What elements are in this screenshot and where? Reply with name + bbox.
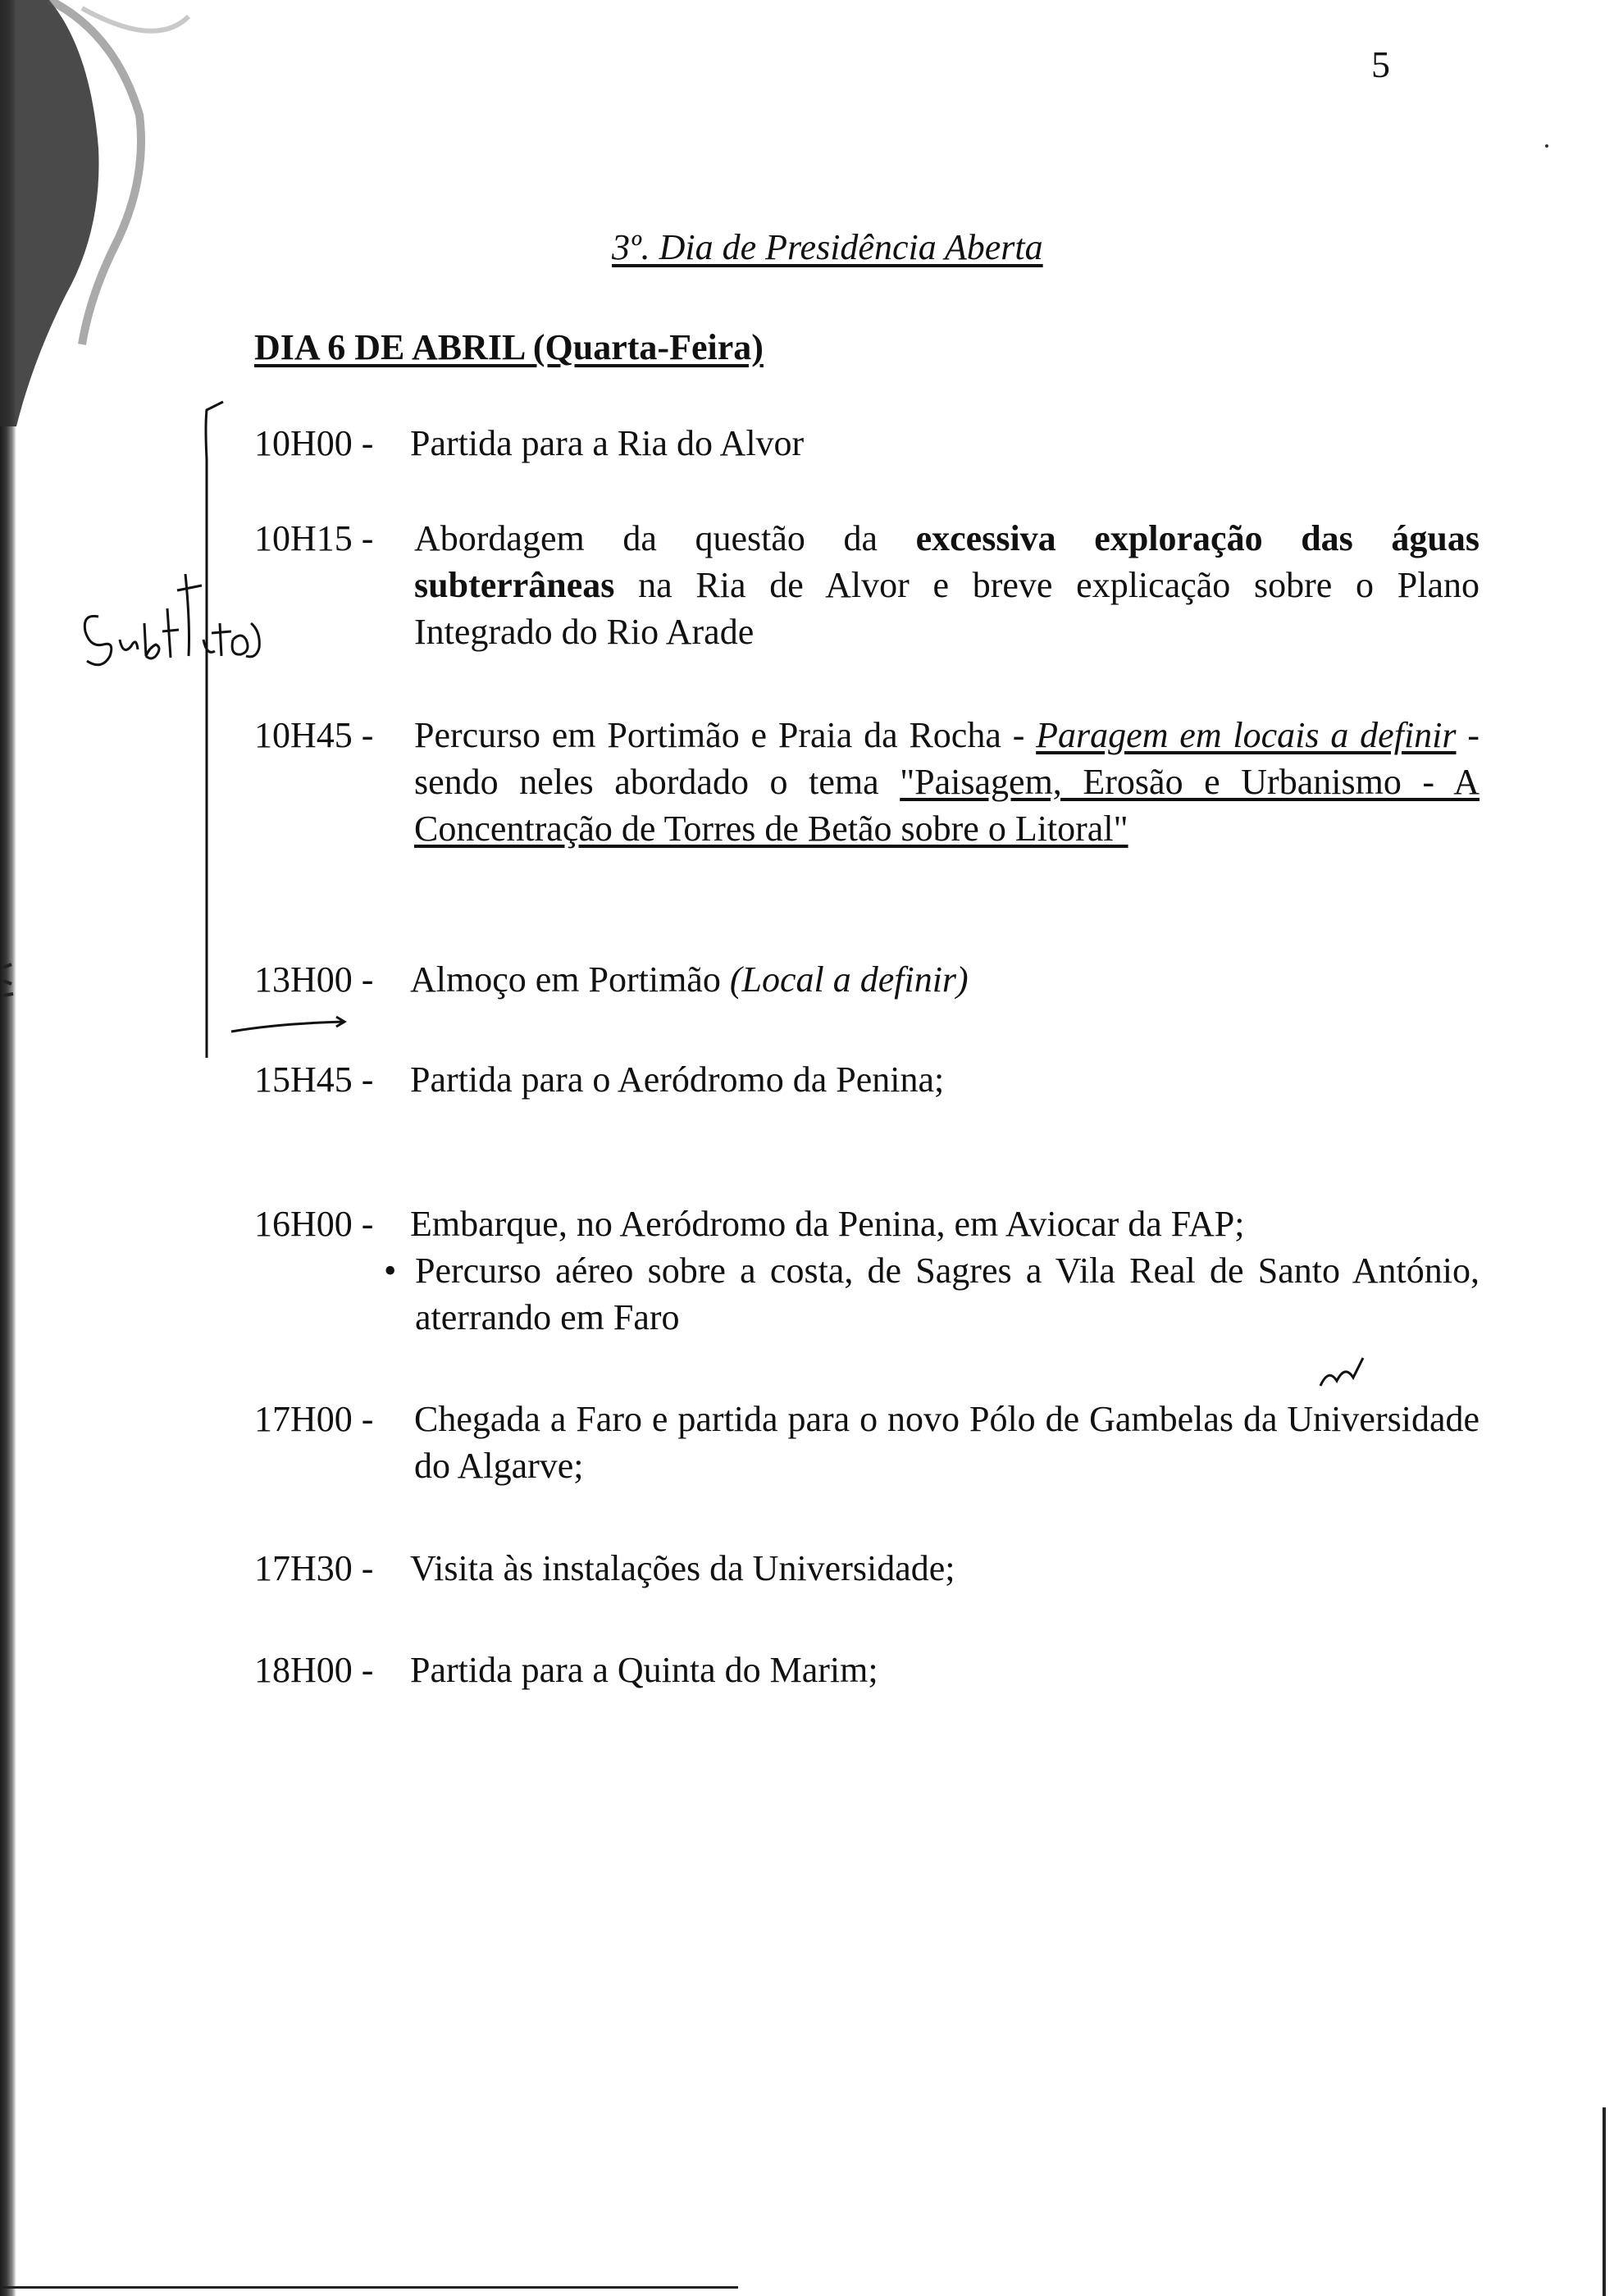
scan-smudge <box>0 0 271 426</box>
schedule-entry <box>254 515 1480 655</box>
bullet-item: • Percurso aéreo sobre a costa, de Sagres a Vila Real de Santo António, aterrando em Faro <box>382 1247 1480 1341</box>
entry-time: 15H45 - <box>254 1059 374 1100</box>
schedule-entry <box>254 1647 1480 1693</box>
emphasis-bold: excessiva exploração das águas subterrâneas <box>414 518 1480 605</box>
entry-time: 13H00 - <box>254 959 374 1000</box>
document-title: 3º. Dia de Presidência Aberta <box>612 227 1043 267</box>
emphasis-italic: (Local a definir) <box>729 959 969 1000</box>
entry-description: Partida para o Aeródromo da Penina; <box>410 1059 945 1100</box>
entry-time: 16H00 - <box>254 1204 374 1244</box>
emphasis-italic-underline: Paragem em locais a definir <box>1036 715 1457 755</box>
schedule-entry <box>254 1200 1480 1341</box>
scan-bottom-edge <box>0 2286 738 2289</box>
schedule-entry <box>254 712 1480 852</box>
entry-description: Almoço em Portimão (Local a definir) <box>410 959 969 1000</box>
schedule-entry <box>254 1056 1480 1103</box>
entry-time: 17H00 - <box>254 1399 374 1439</box>
entry-description: Partida para a Quinta do Marim; <box>410 1650 878 1690</box>
emphasis-underline: "Paisagem, Erosão e Urbanismo - A Concentração de Torres de Betão sobre o Litoral" <box>414 762 1480 849</box>
scan-right-edge <box>1603 2107 1606 2296</box>
entry-description: Abordagem da questão da excessiva exploração das águas subterrâneas na Ria de Alvor e breve explicação sobre o Plano Integrado do Rio Arade <box>414 518 1480 652</box>
entry-description: Visita às instalações da Universidade; <box>410 1548 955 1588</box>
entry-description: Partida para a Ria do Alvor <box>410 423 805 463</box>
bullet-dot: • <box>384 1250 397 1291</box>
entry-time: 18H00 - <box>254 1650 374 1690</box>
entry-time: 10H45 - <box>254 715 374 755</box>
entry-description: Embarque, no Aeródromo da Penina, em Aviocar da FAP; <box>410 1204 1245 1244</box>
entry-description: Percurso em Portimão e Praia da Rocha - Paragem em locais a definir - sendo neles abordado o tema "Paisagem, Erosão e Urbanismo - A Concentração de Torres de Betão sobre o Litoral" <box>414 715 1480 849</box>
day-heading: DIA 6 DE ABRIL (Quarta-Feira) <box>254 327 764 367</box>
schedule-entry <box>254 956 1480 1003</box>
schedule-entry <box>254 1545 1480 1592</box>
entry-description: Chegada a Faro e partida para o novo Pólo de Gambelas da Universidade do Algarve; <box>414 1399 1480 1486</box>
entry-time: 17H30 - <box>254 1548 374 1588</box>
entry-time: 10H15 - <box>254 518 374 558</box>
page-number: 5 <box>1371 43 1390 85</box>
entry-time: 10H00 - <box>254 423 374 463</box>
schedule-entry <box>254 1396 1480 1489</box>
schedule-entry <box>254 420 1480 467</box>
